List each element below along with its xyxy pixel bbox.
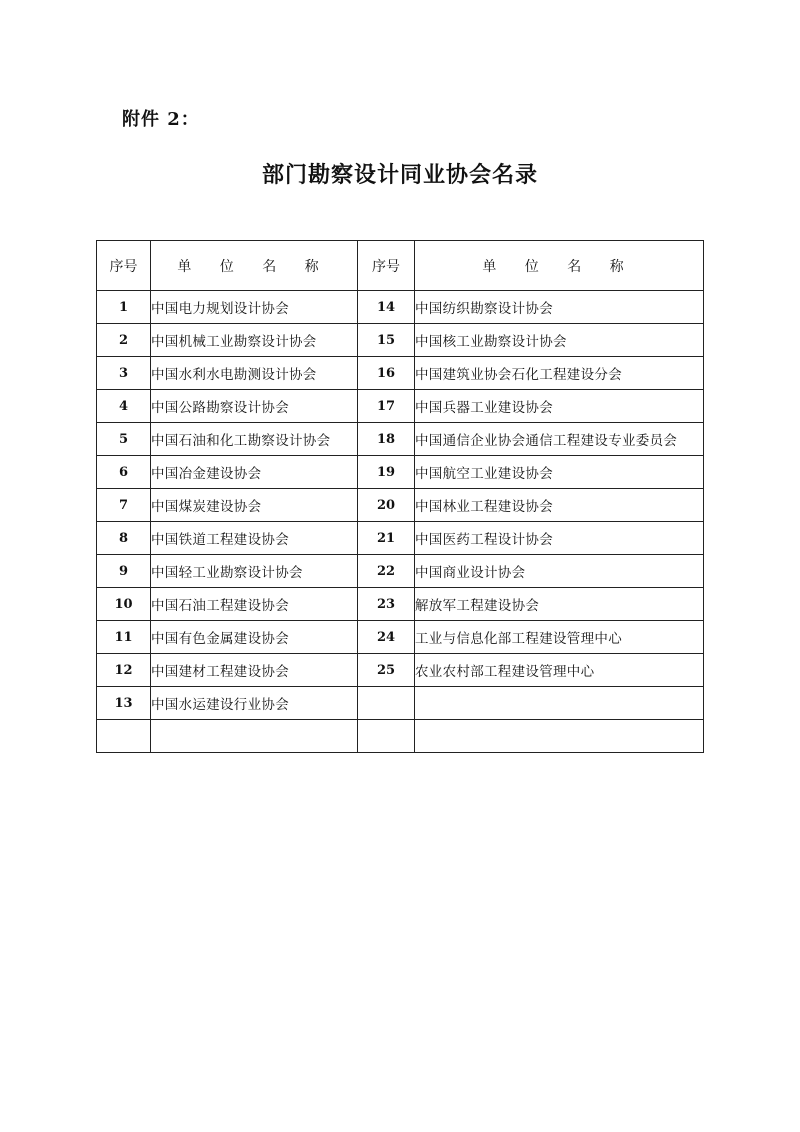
table-row <box>97 588 704 621</box>
unit-name-left: 中国石油工程建设协会 <box>151 588 358 621</box>
row-number-left <box>97 720 151 753</box>
unit-name-right: 中国航空工业建设协会 <box>415 456 704 489</box>
row-number-left: 9 <box>97 555 151 588</box>
unit-name-left: 中国铁道工程建设协会 <box>151 522 358 555</box>
row-number-right: 25 <box>358 654 415 687</box>
unit-name-left: 中国有色金属建设协会 <box>151 621 358 654</box>
row-number-right <box>358 687 415 720</box>
row-number-right <box>358 720 415 753</box>
row-number-left: 13 <box>97 687 151 720</box>
table-row <box>97 291 704 324</box>
unit-name-right <box>415 720 704 753</box>
row-number-right: 17 <box>358 390 415 423</box>
row-number-left: 3 <box>97 357 151 390</box>
table-row <box>97 555 704 588</box>
table-row <box>97 390 704 423</box>
unit-name-left: 中国公路勘察设计协会 <box>151 390 358 423</box>
unit-name-right: 中国医药工程设计协会 <box>415 522 704 555</box>
row-number-right: 23 <box>358 588 415 621</box>
row-number-right: 19 <box>358 456 415 489</box>
row-number-left: 8 <box>97 522 151 555</box>
unit-name-right: 工业与信息化部工程建设管理中心 <box>415 621 704 654</box>
row-number-left: 10 <box>97 588 151 621</box>
row-number-left: 4 <box>97 390 151 423</box>
row-number-left: 12 <box>97 654 151 687</box>
unit-name-right: 农业农村部工程建设管理中心 <box>415 654 704 687</box>
unit-name-left: 中国水利水电勘测设计协会 <box>151 357 358 390</box>
unit-name-right: 中国纺织勘察设计协会 <box>415 291 704 324</box>
table-row <box>97 489 704 522</box>
unit-name-right: 中国商业设计协会 <box>415 555 704 588</box>
unit-name-left: 中国石油和化工勘察设计协会 <box>151 423 358 456</box>
row-number-right: 18 <box>358 423 415 456</box>
attachment-label: 附件 2： <box>122 109 200 130</box>
unit-name-right <box>415 687 704 720</box>
unit-name-left: 中国轻工业勘察设计协会 <box>151 555 358 588</box>
row-number-right: 22 <box>358 555 415 588</box>
row-number-left: 7 <box>97 489 151 522</box>
table-row <box>97 654 704 687</box>
unit-name-left: 中国冶金建设协会 <box>151 456 358 489</box>
row-number-right: 15 <box>358 324 415 357</box>
row-number-left: 6 <box>97 456 151 489</box>
header-no-right: 序号 <box>358 241 415 291</box>
table-row <box>97 687 704 720</box>
header-no-left: 序号 <box>97 241 151 291</box>
unit-name-left: 中国电力规划设计协会 <box>151 291 358 324</box>
row-number-right: 14 <box>358 291 415 324</box>
table-row <box>97 324 704 357</box>
row-number-left: 5 <box>97 423 151 456</box>
table-header-row <box>97 241 704 291</box>
table-row <box>97 621 704 654</box>
row-number-right: 20 <box>358 489 415 522</box>
unit-name-right: 中国兵器工业建设协会 <box>415 390 704 423</box>
unit-name-right: 中国核工业勘察设计协会 <box>415 324 704 357</box>
table-row <box>97 720 704 753</box>
unit-name-left: 中国建材工程建设协会 <box>151 654 358 687</box>
row-number-left: 1 <box>97 291 151 324</box>
unit-name-left: 中国煤炭建设协会 <box>151 489 358 522</box>
unit-name-left <box>151 720 358 753</box>
unit-name-right: 中国通信企业协会通信工程建设专业委员会 <box>415 423 704 456</box>
association-table <box>96 240 704 753</box>
table-row <box>97 357 704 390</box>
unit-name-left: 中国水运建设行业协会 <box>151 687 358 720</box>
row-number-left: 2 <box>97 324 151 357</box>
unit-name-right: 中国建筑业协会石化工程建设分会 <box>415 357 704 390</box>
unit-name-right: 解放军工程建设协会 <box>415 588 704 621</box>
header-name-right: 单 位 名 称 <box>415 241 704 291</box>
row-number-right: 16 <box>358 357 415 390</box>
table-row <box>97 456 704 489</box>
table-row <box>97 423 704 456</box>
unit-name-right: 中国林业工程建设协会 <box>415 489 704 522</box>
row-number-left: 11 <box>97 621 151 654</box>
header-name-left: 单 位 名 称 <box>151 241 358 291</box>
table-row <box>97 522 704 555</box>
unit-name-left: 中国机械工业勘察设计协会 <box>151 324 358 357</box>
row-number-right: 21 <box>358 522 415 555</box>
row-number-right: 24 <box>358 621 415 654</box>
document-title: 部门勘察设计同业协会名录 <box>261 162 538 188</box>
